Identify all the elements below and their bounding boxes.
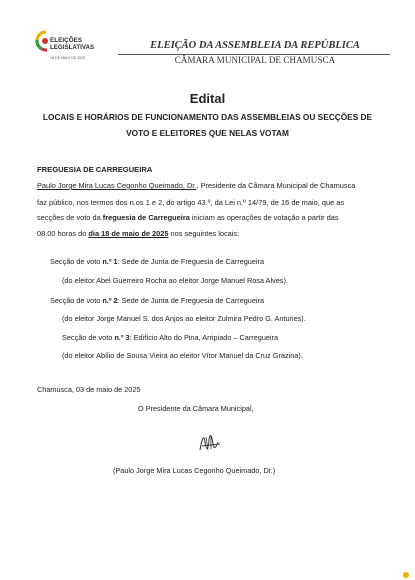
section-2-location	[50, 296, 264, 305]
section-3-location	[62, 333, 278, 342]
paragraph-line-1	[37, 181, 383, 190]
paragraph-line-4	[37, 229, 383, 238]
signatory-name: (Paulo Jorge Mira Lucas Cegonho Queimado, Dr.)	[113, 466, 276, 475]
document-subheading-line2: VOTO E ELEITORES QUE NELAS VOTAM	[126, 128, 289, 138]
footer-accent-dot	[403, 572, 409, 578]
date-place: Chamusca, 03 de maio de 2025	[37, 385, 141, 394]
parish-name-bold: freguesia de Carregueira	[102, 213, 190, 222]
paragraph-line-3	[37, 213, 383, 222]
document-subheading-line1: LOCAIS E HORÁRIOS DE FUNCIONAMENTO DAS ASSEMBLEIAS OU SECÇÕES DE	[42, 112, 373, 122]
section-1-location	[50, 257, 264, 266]
paragraph-line-2: faz público, nos termos dos n.os 1 e 2, do artigo 43.º, da Lei n.º 14/79, de 16 de maio, que as	[37, 198, 345, 207]
logo-line1: ELEIÇÕES	[50, 37, 83, 44]
section-3-voters: (do eleitor Abílio de Sousa Vieira ao eleitor Vítor Manuel da Cruz Grazina).	[62, 351, 303, 360]
section-number: n.º 3	[114, 333, 130, 342]
header-subtitle: CÂMARA MUNICIPAL DE CHAMUSCA	[174, 55, 336, 65]
parish-heading: FREGUESIA DE CARREGUEIRA	[37, 165, 153, 174]
elections-emblem-icon	[34, 28, 50, 58]
elections-logo	[34, 28, 104, 74]
logo-line2: LEGISLATIVAS	[50, 44, 95, 51]
header-title: ELEIÇÃO DA ASSEMBLEIA DA REPÚBLICA	[150, 40, 360, 51]
text-fragment: nos seguintes locais:	[168, 229, 240, 238]
section-place: : Sede de Junta de Freguesia de Carregueira	[117, 296, 265, 305]
signatory-role: O Presidente da Câmara Municipal,	[138, 404, 254, 413]
mayor-name: Paulo Jorge Mira Lucas Cegonho Queimado, Dr.	[37, 181, 197, 190]
logo-date: 18 DE MAIO DE 2025	[50, 56, 86, 60]
text-fragment: 08.00 horas do	[37, 229, 89, 238]
section-label: Secção de voto	[50, 257, 103, 266]
section-label: Secção de voto	[50, 296, 103, 305]
section-2-voters: (do eleitor Jorge Manuel S. dos Anjos ao eleitor Zulmira Pedro G. Antunes).	[62, 314, 306, 323]
text-fragment: iniciam as operações de votação a partir das	[189, 213, 339, 222]
section-1-voters: (do eleitor Abel Guerreiro Rocha ao eleitor Jorge Manuel Rosa Alves).	[62, 276, 288, 285]
section-label: Secção de voto	[62, 333, 115, 342]
election-date: dia 18 de maio de 2025	[88, 229, 169, 238]
document-heading: Edital	[189, 91, 226, 106]
section-number: n.º 1	[102, 257, 118, 266]
section-place: : Edifício Alto do Pina, Arripiado – Carregueira	[129, 333, 279, 342]
handwritten-signature	[196, 428, 226, 456]
text-fragment: secções de voto da	[37, 213, 103, 222]
section-number: n.º 2	[102, 296, 118, 305]
mayor-title-text: , Presidente da Câmara Municipal de Chamusca	[196, 181, 356, 190]
section-place: : Sede de Junta de Freguesia de Carregueira	[117, 257, 265, 266]
